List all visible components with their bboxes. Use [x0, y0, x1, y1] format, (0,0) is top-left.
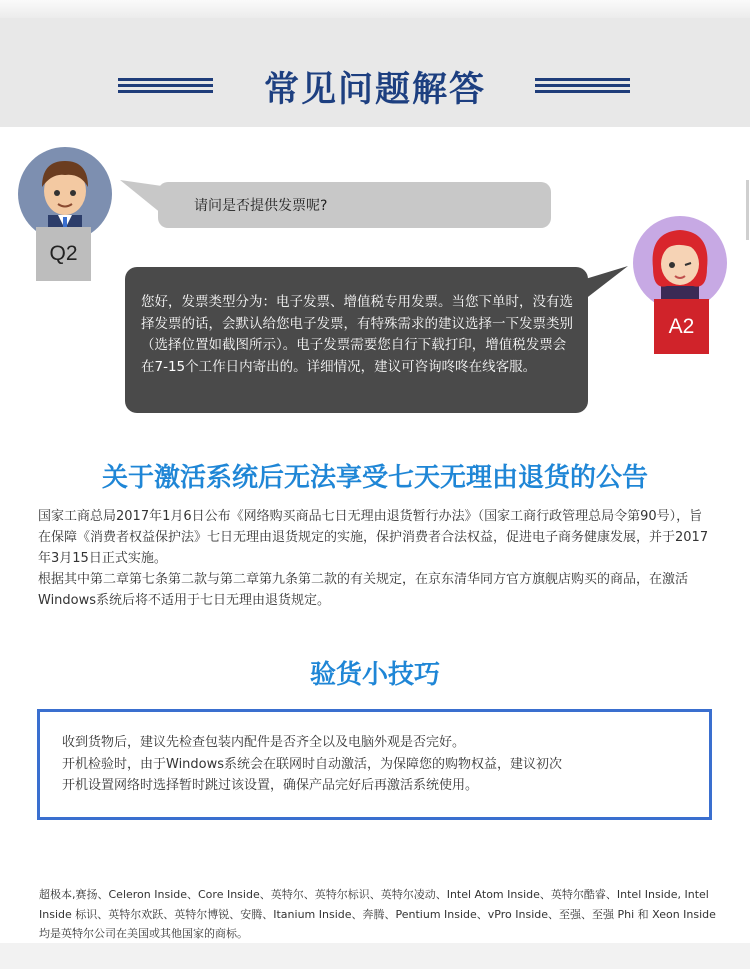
tips-line-3: 开机设置网络时选择暂时跳过该设置，确保产品完好后再激活系统使用。 — [62, 778, 479, 793]
tips-box — [37, 709, 712, 820]
female-service-avatar-icon — [633, 216, 727, 310]
answer-text: 您好，发票类型分为：电子发票、增值税专用发票。当您下单时，没有选择发票的话，会默认给您电子发票，有特殊需求的建议选择一下发票类别（选择位置如截图所示）。电子发票需要您自行下载打印，增值税发票会在7-15个工作日内寄出的。详细情况，建议可咨询咚咚在线客服。 — [141, 294, 573, 375]
trademark-notice: 超极本,赛扬、Celeron Inside、Core Inside、英特尔、英特尔标识、英特尔凌动、Intel Atom Inside、英特尔酷睿、Intel Inside, Intel Inside 标识、英特尔欢跃、英特尔博锐、安腾、Itanium Inside、奔腾、Pentium Inside、vPro Inside、至强、至强 Phi 和 Xeon Inside 均是英特尔公司在美国或其他国家的商标。 — [39, 888, 716, 940]
tips-line-1: 收到货物后，建议先检查包装内配件是否齐全以及电脑外观是否完好。 — [62, 735, 466, 750]
answer-tag — [654, 299, 709, 354]
decorative-lines-left — [118, 78, 213, 92]
question-bubble — [158, 182, 551, 228]
bottom-strip — [0, 943, 750, 969]
tips-title: 验货小技巧 — [309, 660, 440, 690]
notice-paragraph-2: 根据其中第二章第七条第二款与第二章第九条第二款的有关规定，在京东清华同方官方旗舰店购买的商品，在激活Windows系统后将不适用于七日无理由退货规定。 — [38, 572, 689, 608]
answer-bubble — [125, 267, 588, 413]
notice-title: 关于激活系统后无法享受七天无理由退货的公告 — [101, 463, 648, 493]
tips-body — [62, 732, 562, 797]
tips-line-2: 开机检验时，由于Windows系统会在联网时自动激活，为保障您的购物权益，建议初次 — [62, 756, 563, 772]
header-banner — [0, 18, 750, 127]
notice-paragraph-1: 国家工商总局2017年1月6日公布《网络购买商品七日无理由退货暂行办法》（国家工商行政管理总局令第90号），旨在保障《消费者权益保护法》七日无理由退货规定的实施，保护消费者合法权益，促进电子商务健康发展，并于2017年3月15日正式实施。 — [38, 509, 709, 566]
notice-body — [38, 506, 714, 611]
answer-tag-label: A2 — [668, 314, 695, 338]
question-tag — [36, 227, 91, 281]
question-tag-label: Q2 — [49, 242, 78, 265]
decorative-lines-right — [535, 78, 630, 92]
top-strip — [0, 0, 750, 18]
scroll-indicator — [746, 180, 749, 240]
page-title: 常见问题解答 — [263, 70, 486, 110]
question-text: 请问是否提供发票呢? — [194, 198, 328, 214]
